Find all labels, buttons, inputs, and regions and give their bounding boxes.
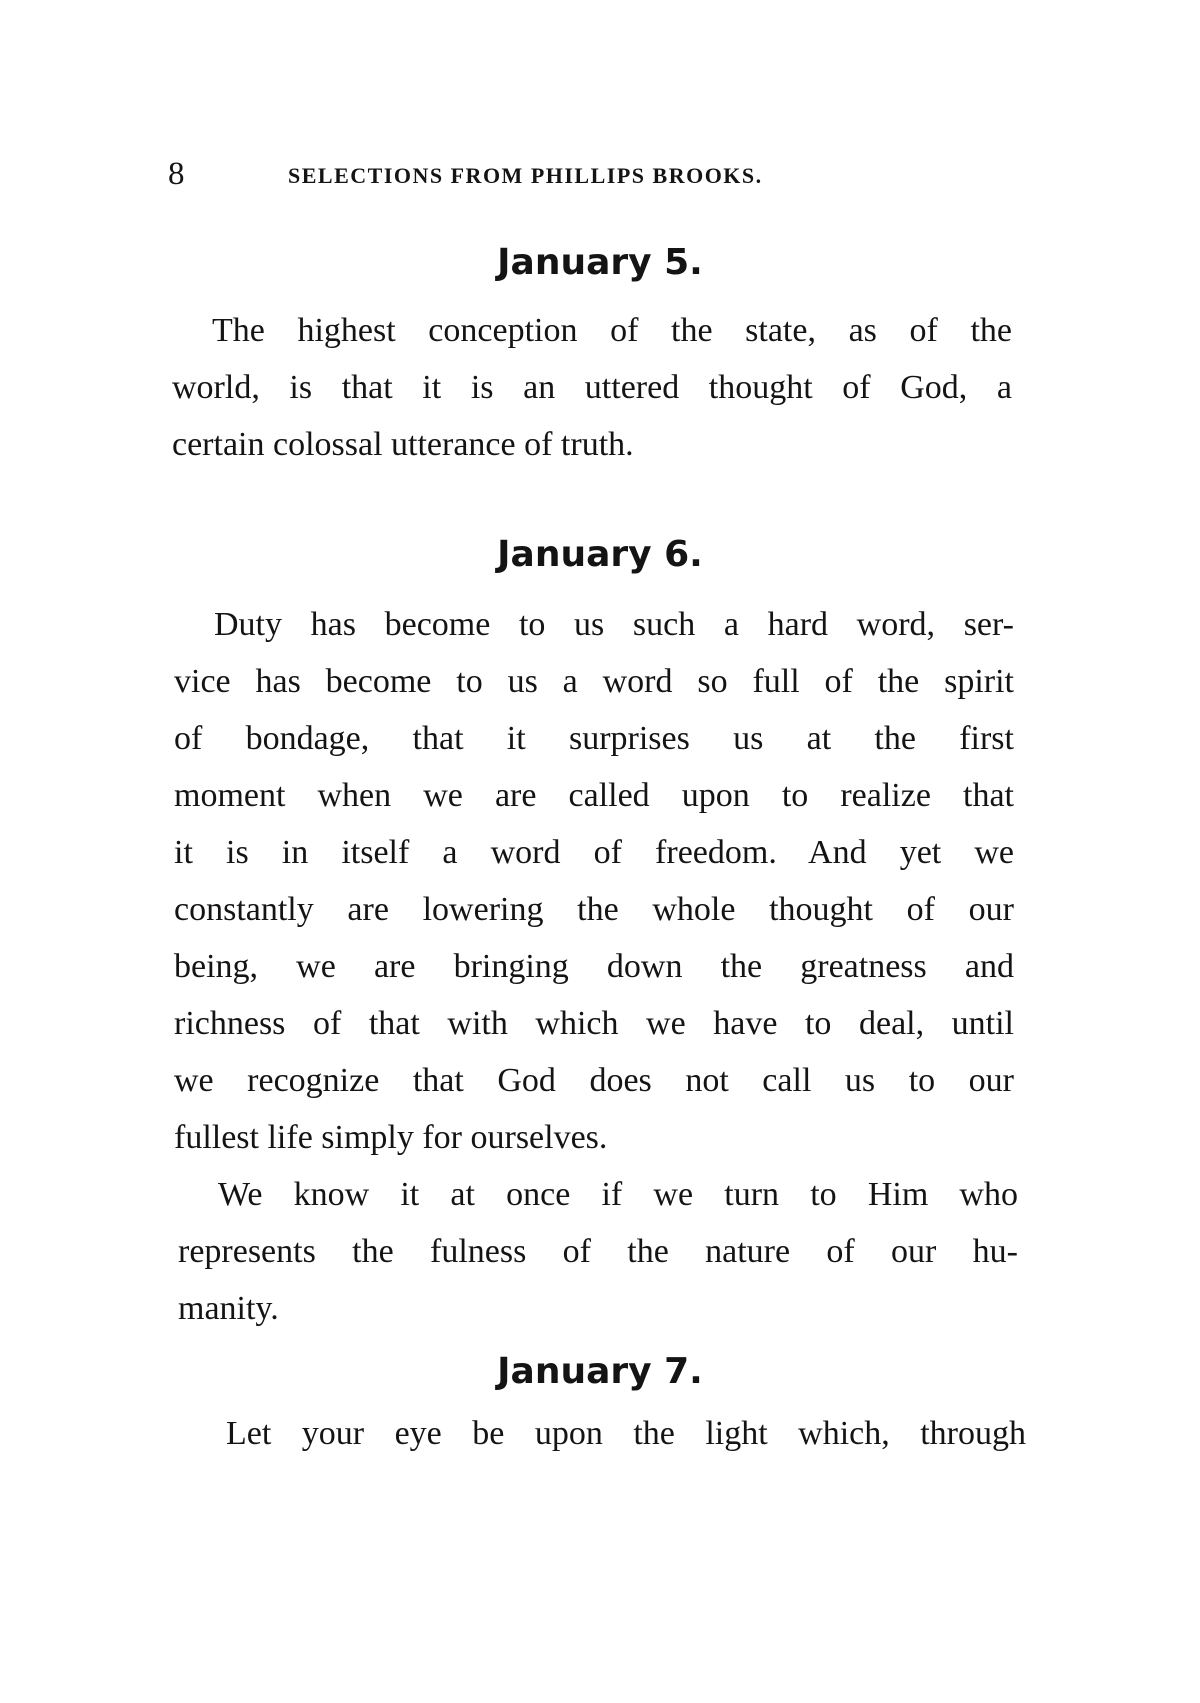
text-line: Duty has become to us such a hard word, ser-	[214, 606, 1014, 643]
page-number: 8	[168, 156, 185, 192]
text-line: it is in itself a word of freedom. And yet we	[174, 834, 1014, 871]
entry-january-7-paragraph-1	[186, 1405, 1026, 1462]
text-line: The highest conception of the state, as of the	[212, 312, 1012, 349]
text-line: represents the fulness of the nature of our hu-	[178, 1233, 1018, 1270]
entry-heading-january-6: January 6.	[497, 534, 703, 575]
text-line: of bondage, that it surprises us at the first	[174, 720, 1014, 757]
text-line: vice has become to us a word so full of the spirit	[174, 663, 1014, 700]
entry-heading-january-5: January 5.	[497, 242, 703, 283]
running-title: SELECTIONS FROM PHILLIPS BROOKS.	[288, 163, 763, 188]
text-line: world, is that it is an uttered thought of God, a	[172, 369, 1012, 406]
text-line: richness of that with which we have to deal, until	[174, 1005, 1014, 1042]
entry-january-5-paragraph-1	[172, 302, 1012, 473]
entry-heading-january-7: January 7.	[497, 1351, 703, 1392]
text-line: fullest life simply for ourselves.	[174, 1119, 608, 1156]
text-line: moment when we are called upon to realize that	[174, 777, 1014, 814]
text-line: certain colossal utterance of truth.	[172, 426, 634, 463]
text-line: constantly are lowering the whole thought of our	[174, 891, 1014, 928]
text-line: being, we are bringing down the greatness and	[174, 948, 1014, 985]
text-line: we recognize that God does not call us to our	[174, 1062, 1014, 1099]
entry-january-6-paragraph-2	[178, 1166, 1018, 1337]
text-line: We know it at once if we turn to Him who	[218, 1176, 1018, 1213]
page-header	[168, 154, 908, 194]
entry-january-6-paragraph-1	[174, 596, 1014, 1166]
text-line: Let your eye be upon the light which, through	[226, 1415, 1026, 1452]
text-line: manity.	[178, 1290, 279, 1327]
